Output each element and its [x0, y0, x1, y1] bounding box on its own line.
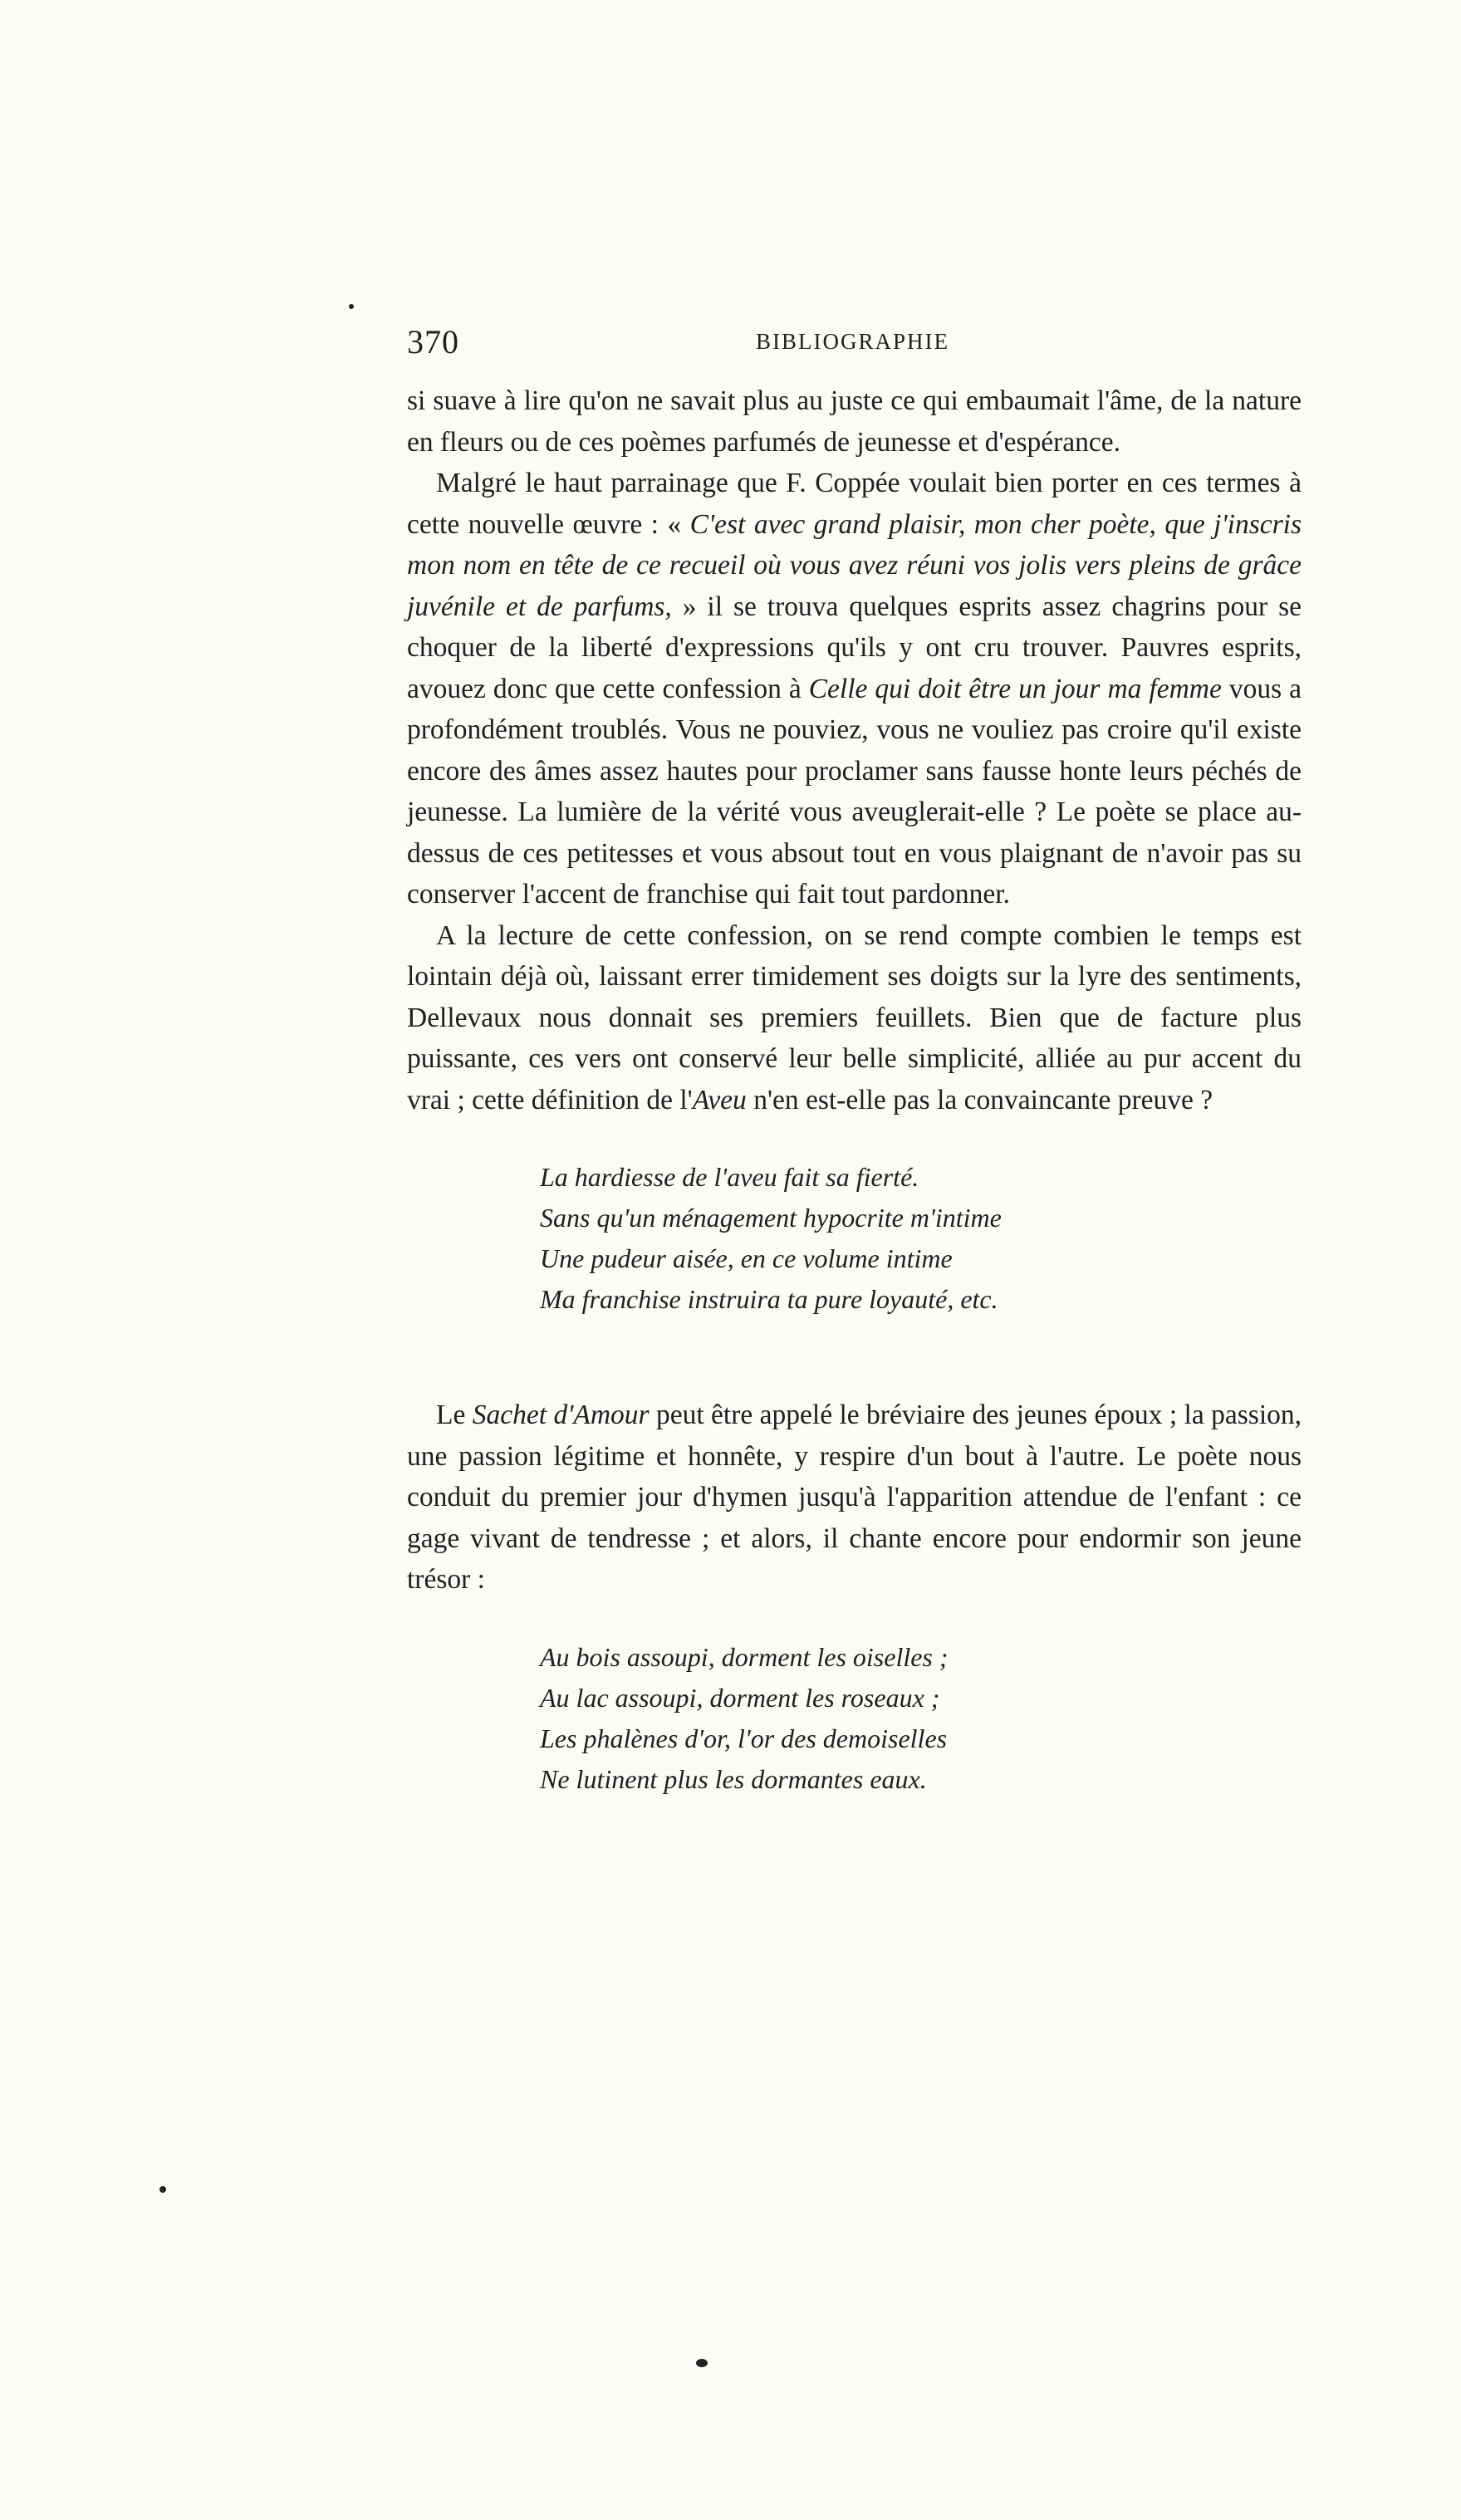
- verse-line: Ma franchise instruira ta pure loyauté, etc.: [540, 1284, 998, 1314]
- verse-line: Au bois assoupi, dorment les oiselles ;: [540, 1641, 949, 1672]
- verse-line: Ne lutinent plus les dormantes eaux.: [540, 1763, 927, 1794]
- print-speck: [696, 2359, 708, 2367]
- verse-block-aveu: [540, 1157, 1302, 1320]
- work-title: Sachet d'Amour: [472, 1400, 650, 1430]
- verse-line: Au lac assoupi, dorment les roseaux ;: [540, 1682, 940, 1713]
- page-number: 370: [407, 323, 459, 360]
- verse-line: Une pudeur aisée, en ce volume intime: [540, 1243, 953, 1273]
- print-speck: [159, 2186, 166, 2193]
- verse-line: Les phalènes d'or, l'or des demoiselles: [540, 1723, 948, 1753]
- coppee-quote: C'est avec grand plaisir, mon cher poète, que j'inscris mon nom en tête de ce recueil où vous avez réuni vos jolis vers pleins de grâce juvénile et de parfums,: [407, 508, 1302, 622]
- body-text: [407, 380, 1302, 1800]
- paragraph-sachet: Le Sachet d'Amour peut être appelé le bréviaire des jeunes époux ; la passion, une passion légitime et honnête, y respire d'un bout à l'autre. Le poète nous conduit du premier jour d'hymen jusqu'à l'apparition attendue de l'enfant : ce gage vivant de tendresse ; et alors, il chante encore pour endormir son jeune trésor :: [407, 1400, 1302, 1595]
- verse-line: Sans qu'un ménagement hypocrite m'intime: [540, 1203, 1002, 1233]
- print-speck: [349, 304, 354, 309]
- page-header: [407, 322, 1321, 364]
- work-title: Celle qui doit être un jour ma femme: [808, 673, 1222, 704]
- paragraph-confession: A la lecture de cette confession, on se rend compte combien le temps est lointain déjà où, laissant errer timidement ses doigts sur la lyre des sentiments, Dellevaux nous donnait ses premiers feuillets. Bien que de facture plus puissante, ces vers ont conservé leur belle simplicité, alliée au pur accent du vrai ; cette définition de l'Aveu n'en est-elle pas la convaincante preuve ?: [407, 919, 1302, 1115]
- running-head: BIBLIOGRAPHIE: [756, 329, 949, 354]
- paragraph-continuation: si suave à lire qu'on ne savait plus au juste ce qui embaumait l'âme, de la nature en fleurs ou de ces poèmes parfumés de jeunesse et d'espérance.: [407, 385, 1302, 458]
- verse-block-berceuse: [540, 1637, 1302, 1800]
- work-title: Aveu: [692, 1084, 747, 1115]
- paragraph-coppee: Malgré le haut parrainage que F. Coppée voulait bien porter en ces termes à cette nouvelle œuvre : « C'est avec grand plaisir, mon cher poète, que j'inscris mon nom en tête de ce recueil où vous avez réuni vos jolis vers pleins de grâce juvénile et de parfums, » il se trouva quelques esprits assez chagrins pour se choquer de la liberté d'expressions qu'ils y ont cru trouver. Pauvres esprits, avouez donc que cette confession à Celle qui doit être un jour ma femme vous a profondément troublés. Vous ne pouviez, vous ne vouliez pas croire qu'il existe encore des âmes assez hautes pour proclamer sans fausse honte leurs péchés de jeunesse. La lumière de la vérité vous aveuglerait-elle ? Le poète se place au-dessus de ces petitesses et vous absout tout en vous plaignant de n'avoir pas su conserver l'accent de franchise qui fait tout pardonner.: [407, 468, 1302, 909]
- verse-line: La hardiesse de l'aveu fait sa fierté.: [540, 1162, 919, 1192]
